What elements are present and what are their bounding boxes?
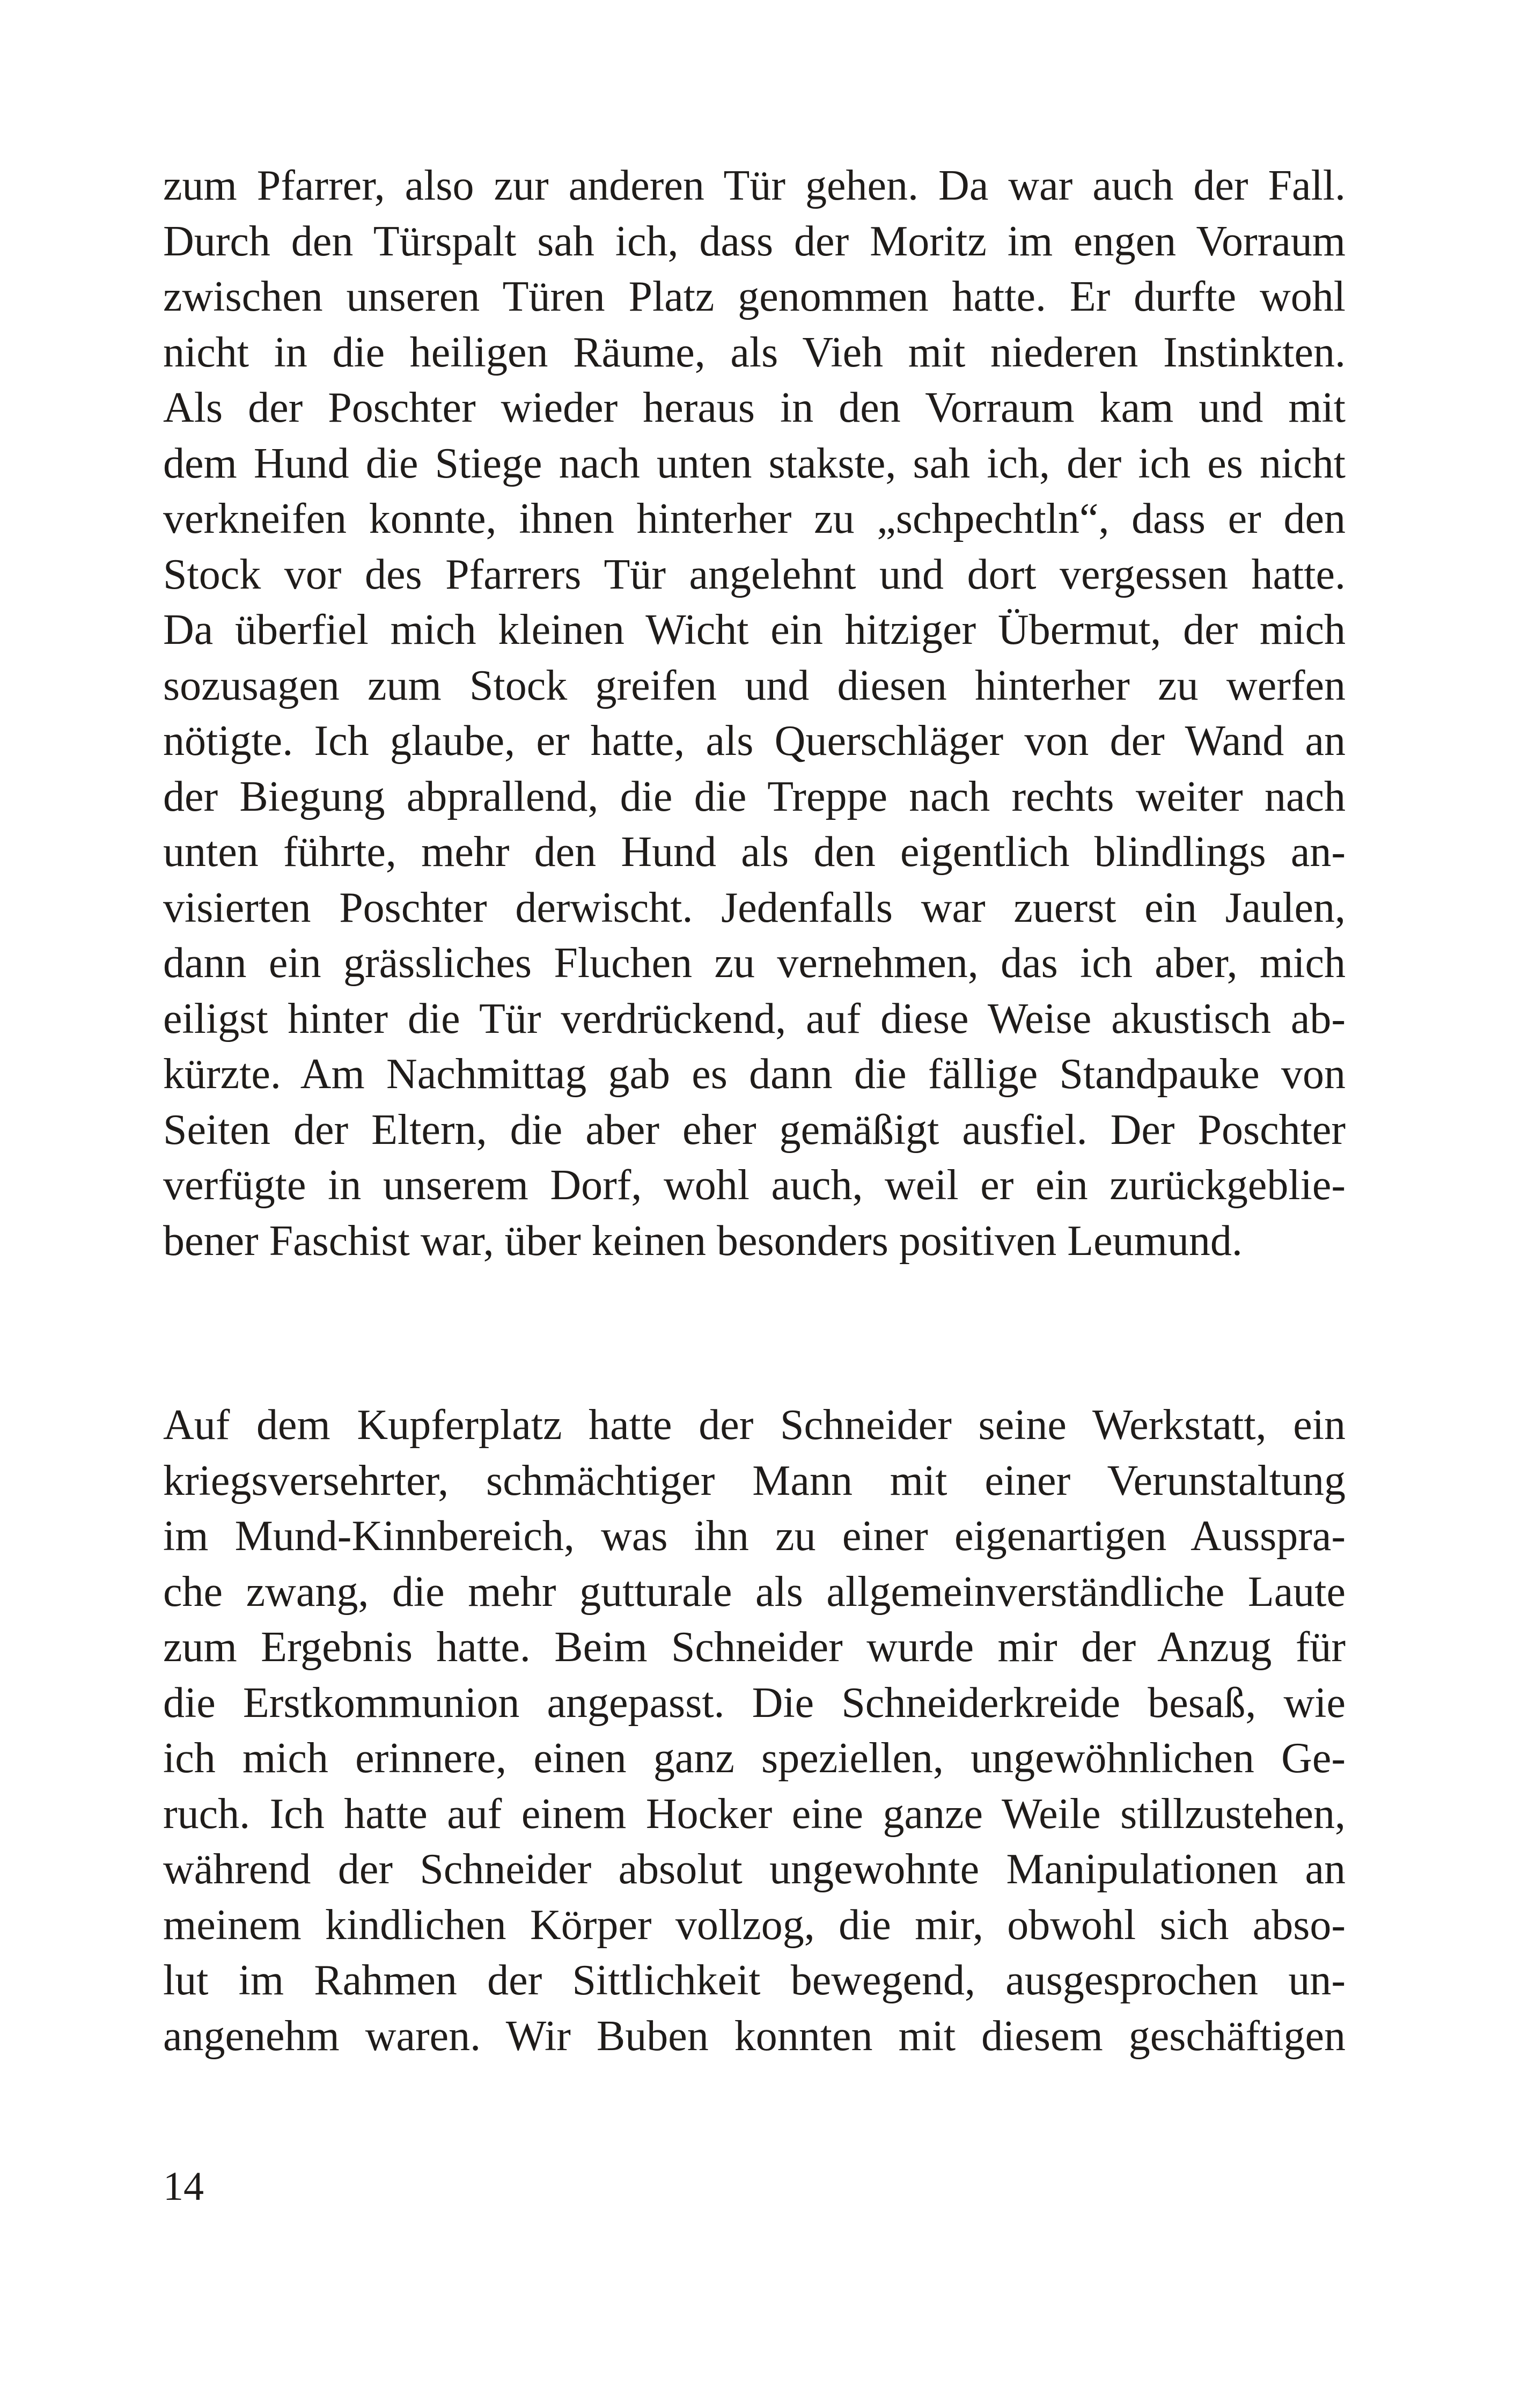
page-number: 14	[163, 2164, 204, 2209]
text-line: nicht in die heiligen Räume, als Vieh mit niederen Instinkten.	[163, 328, 1346, 376]
text-line: im Mund-Kinnbereich, was ihn zu einer eigenartigen Ausspra-	[163, 1513, 1346, 1560]
text-line: sozusagen zum Stock greifen und diesen hinterher zu werfen	[163, 662, 1346, 709]
text-line: unten führte, mehr den Hund als den eigentlich blindlings an-	[163, 828, 1346, 876]
text-line: lut im Rahmen der Sittlichkeit bewegend, ausgesprochen un-	[163, 1957, 1346, 2004]
text-line: während der Schneider absolut ungewohnte Manipulationen an	[163, 1846, 1346, 1893]
text-line: Da überfiel mich kleinen Wicht ein hitziger Übermut, der mich	[163, 606, 1346, 654]
text-line: Auf dem Kupferplatz hatte der Schneider seine Werkstatt, ein	[163, 1401, 1346, 1449]
paragraph-schneider	[163, 1398, 1346, 2064]
text-line: der Biegung abprallend, die die Treppe nach rechts weiter nach	[163, 773, 1346, 820]
text-line: Stock vor des Pfarrers Tür angelehnt und dort vergessen hatte.	[163, 550, 1346, 598]
text-line: kriegsversehrter, schmächtiger Mann mit einer Verunstaltung	[163, 1457, 1346, 1504]
text-line: dann ein grässliches Fluchen zu vernehmen, das ich aber, mich	[163, 939, 1346, 987]
text-line: bener Faschist war, über keinen besonders positiven Leumund.	[163, 1217, 1243, 1265]
text-line: Durch den Türspalt sah ich, dass der Moritz im engen Vorraum	[163, 217, 1346, 265]
text-line: meinem kindlichen Körper vollzog, die mir, obwohl sich abso-	[163, 1901, 1346, 1949]
text-line: che zwang, die mehr gutturale als allgemeinverständliche Laute	[163, 1568, 1346, 1616]
text-line: kürzte. Am Nachmittag gab es dann die fällige Standpauke von	[163, 1051, 1346, 1098]
paragraph-poschter	[163, 158, 1346, 1269]
text-line: angenehm waren. Wir Buben konnten mit diesem geschäftigen	[163, 2012, 1346, 2060]
text-line: zwischen unseren Türen Platz genommen hatte. Er durfte wohl	[163, 273, 1346, 320]
text-line: ich mich erinnere, einen ganz speziellen, ungewöhnlichen Ge-	[163, 1735, 1346, 1782]
text-line: ruch. Ich hatte auf einem Hocker eine ganze Weile stillzustehen,	[163, 1790, 1346, 1838]
text-line: zum Ergebnis hatte. Beim Schneider wurde mir der Anzug für	[163, 1624, 1346, 1671]
text-line: Als der Poschter wieder heraus in den Vorraum kam und mit	[163, 384, 1346, 431]
text-line: nötigte. Ich glaube, er hatte, als Querschläger von der Wand an	[163, 717, 1346, 765]
text-line: verkneifen konnte, ihnen hinterher zu „schpechtln“, dass er den	[163, 495, 1346, 542]
text-line: eiligst hinter die Tür verdrückend, auf diese Weise akustisch ab-	[163, 995, 1346, 1043]
text-line: verfügte in unserem Dorf, wohl auch, weil er ein zurückgeblie-	[163, 1162, 1346, 1209]
text-line: visierten Poschter derwischt. Jedenfalls war zuerst ein Jaulen,	[163, 884, 1346, 931]
text-line: die Erstkommunion angepasst. Die Schneiderkreide besaß, wie	[163, 1679, 1346, 1727]
text-line: dem Hund die Stiege nach unten stakste, sah ich, der ich es nicht	[163, 439, 1346, 487]
text-line: Seiten der Eltern, die aber eher gemäßigt ausfiel. Der Poschter	[163, 1106, 1346, 1154]
text-line: zum Pfarrer, also zur anderen Tür gehen. Da war auch der Fall.	[163, 162, 1346, 209]
